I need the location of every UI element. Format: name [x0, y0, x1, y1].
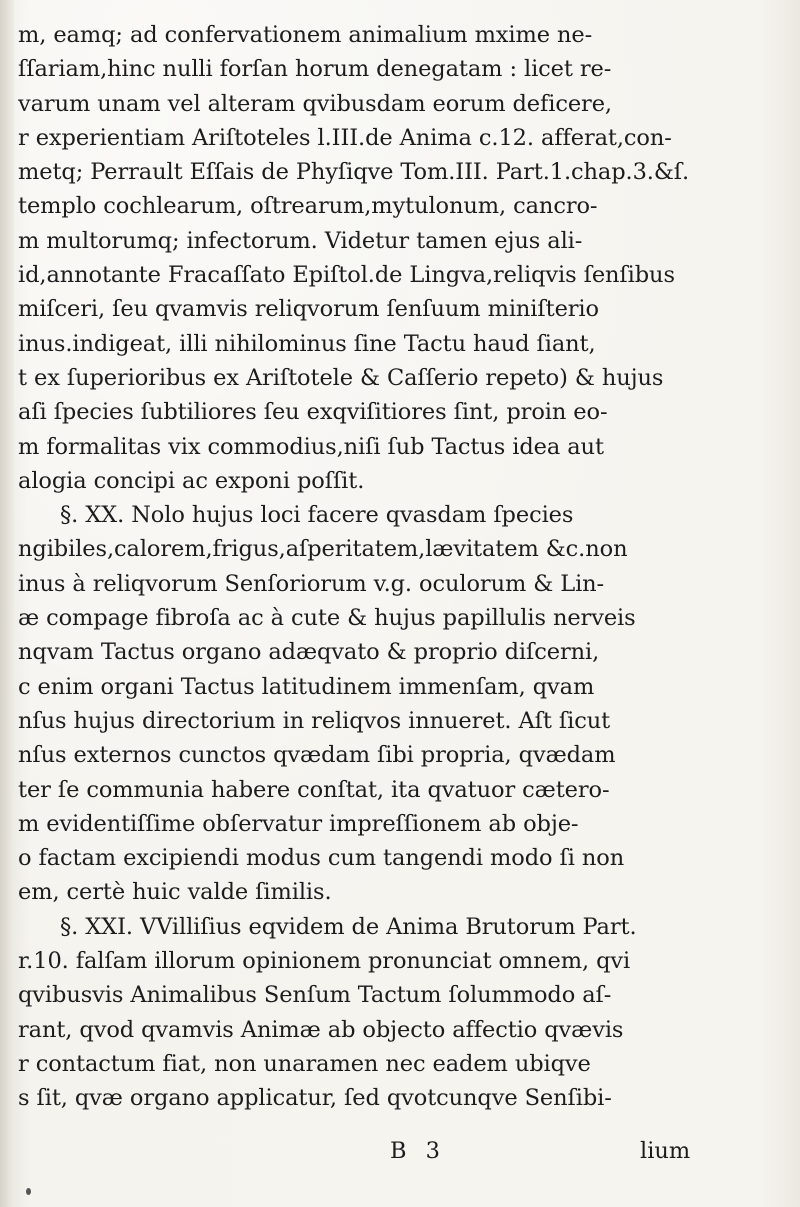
text-line: m, eamq; ad confervationem animalium mxime ne- [18, 22, 593, 48]
text-line: aſi ſpecies ſubtiliores ſeu exqviſitiores ſint, proin eo- [18, 399, 608, 426]
text-line: inus.indigeat, illi nihilominus ſine Tactu haud ſiant, [18, 330, 596, 357]
text-line: varum unam vel alteram qvibusdam eorum deficere, [18, 90, 612, 117]
text-line: r contactum fiat, non unaramen nec eadem ubiqve [18, 1050, 591, 1077]
text-line: inus à reliqvorum Senſoriorum v.g. oculorum & Lin- [18, 570, 605, 597]
text-line: em, certè huic valde ſimilis. [18, 879, 332, 906]
text-line: m evidentiſſime obſervatur impreſſionem ab obje- [18, 810, 579, 837]
section-heading-line: §. XX. Nolo hujus loci facere qvasdam ſpecies [60, 502, 574, 529]
page-gutter [0, 0, 14, 1207]
text-line: æ compage fibroſa ac à cute & hujus papillulis nerveis [18, 605, 636, 632]
catchword: lium [640, 1138, 691, 1164]
text-line: r.10. falſam illorum opinionem pronunciat omnem, qvi [18, 948, 631, 975]
text-line: m formalitas vix commodius,niſi ſub Tactus idea aut [18, 433, 604, 460]
text-line: nſus hujus directorium in reliqvos innueret. Aſt ſicut [18, 707, 611, 734]
text-line: nqvam Tactus organo adæqvato & proprio diſcerni, [18, 639, 600, 666]
signature-mark: B 3 [390, 1138, 447, 1164]
text-line: metq; Perrault Eſſais de Phyſiqve Tom.III. Part.1.chap.3.&ſ. [18, 159, 690, 186]
text-line: ſſariam,hinc nulli forſan horum denegatam : licet re- [18, 56, 612, 83]
text-line: c enim organi Tactus latitudinem immenſam, qvam [18, 673, 595, 700]
text-line: ter ſe communia habere conſtat, ita qvatuor cætero- [18, 776, 610, 803]
text-line: id,annotante Fracaſſato Epiſtol.de Lingva,reliqvis ſenſibus [18, 262, 675, 289]
text-line: miſceri, ſeu qvamvis reliqvorum ſenſuum miniſterio [18, 296, 599, 323]
body-text [18, 18, 740, 1116]
text-line: templo cochlearum, oſtrearum,mytulonum, cancro- [18, 193, 598, 220]
text-line: m multorumq; infectorum. Videtur tamen ejus ali- [18, 227, 583, 254]
ink-blot [26, 1188, 31, 1195]
text-line: s ſit, qvæ organo applicatur, ſed qvotcunqve Senſibi- [18, 1085, 612, 1112]
text-line: qvibusvis Animalibus Senſum Tactum ſolummodo aſ- [18, 982, 612, 1009]
text-line: r experientiam Ariſtoteles l.III.de Anima c.12. afferat,con- [18, 124, 672, 151]
text-line: o factam excipiendi modus cum tangendi modo ſi non [18, 845, 625, 872]
text-line: alogia concipi ac exponi poſſit. [18, 467, 365, 494]
text-line: ngibiles,calorem,frigus,aſperitatem,lævitatem &c.non [18, 536, 628, 563]
text-line: rant, qvod qvamvis Animæ ab objecto affectio qvævis [18, 1016, 624, 1043]
text-line: nſus externos cunctos qvædam ſibi propria, qvædam [18, 742, 616, 769]
text-line: t ex ſuperioribus ex Ariſtotele & Caſſerio repeto) & hujus [18, 364, 664, 391]
section-heading-line: §. XXI. VVilliſius eqvidem de Anima Brutorum Part. [60, 913, 637, 940]
